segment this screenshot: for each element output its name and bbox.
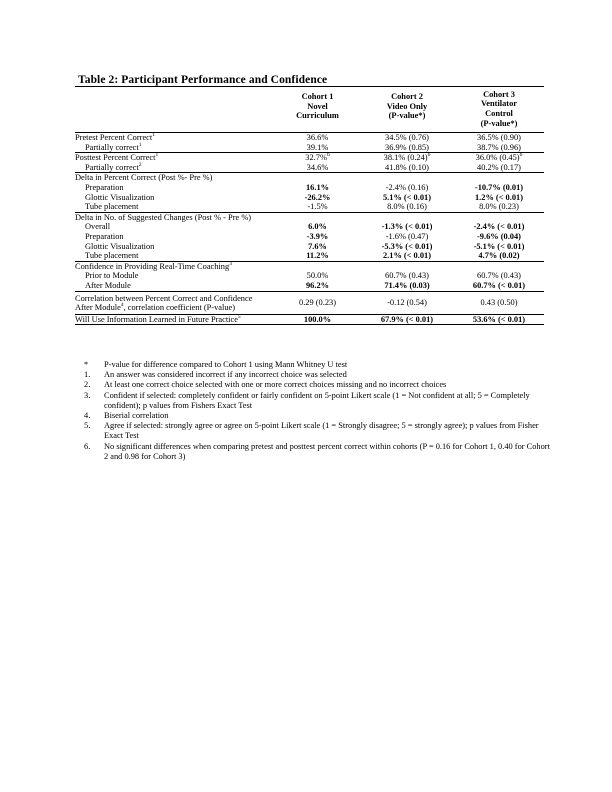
footnote-item: 2. At least one correct choice selected with one or more correct choices missing and no incorrect choices xyxy=(84,380,447,390)
footnote-item: * P-value for difference compared to Cohort 1 using Mann Whitney U test xyxy=(84,360,348,369)
table-header-row xyxy=(75,86,544,133)
table-row: Overall 6.0% -1.3% (< 0.01) -2.4% (< 0.01) xyxy=(85,222,525,232)
table-row: Partially correct$^2$ 34.6% 41.8% (0.10) 40.2% (0.17) xyxy=(75,163,544,173)
header-cohort-2: Cohort 2 Video Only (P-value*) xyxy=(360,86,454,133)
table-row: Posttest Percent Correct$^1$ 32.7%$^6$ 38.1% $(0.24)^6$ 36.0% $(0.45)^6$ xyxy=(75,152,523,163)
table-row: Pretest Percent Correct$^1$ 36.6% 34.5% (0.76) 36.5% (0.90) xyxy=(75,132,521,142)
footnote-item: 1. An answer was considered incorrect if any incorrect choice was selected xyxy=(84,370,347,380)
table-row: Tube placement -1.5% 8.0% (0.16) 8.0% (0.23) xyxy=(75,202,544,212)
performance-table xyxy=(75,86,544,325)
table-row: Tube placement 11.2% 2.1% (< 0.01) 4.7% (0.02) xyxy=(75,251,544,261)
footnote-item: 3. Confident if selected: completely confident or fairly confident on 5-point Likert scale (1 = Not confident at all; 5 = Completely confident); p values from Fishers Exact Test xyxy=(84,390,530,410)
table-row: Preparation 16.1% -2.4% (0.16) -10.7% (0.01) xyxy=(85,182,524,192)
table-row: Prior to Module 50.0% 60.7% (0.43) 60.7% (0.43) xyxy=(85,271,521,281)
table-footnotes xyxy=(80,360,550,462)
header-blank xyxy=(75,86,275,133)
section-heading-row: Confidence in Providing Real-Time Coaching$^3$ xyxy=(75,260,232,271)
table-row: Will Use Information Learned in Future Practice$^5$ 100.0% 67.9% (< 0.01) 53.6% (< 0.01) xyxy=(75,314,544,325)
table-row: Preparation -3.9% -1.6% (0.47) -9.6% (0.04) xyxy=(85,231,521,241)
table-row: After Module 96.2% 71.4% (0.03) 60.7% (< 0.01) xyxy=(75,281,544,291)
footnote-item: 5. Agree if selected: strongly agree or agree on 5-point Likert scale (1 = Strongly disagree; 5 = strongly agree); p values from Fisher Exact Test xyxy=(84,421,539,441)
table-title: Table 2: Participant Performance and Confidence xyxy=(78,74,328,86)
table-row: Glottic Visualization -26.2% 5.1% (< 0.01) 1.2% (< 0.01) xyxy=(85,192,524,202)
footnote-item: 4. Biserial correlation xyxy=(84,411,169,421)
table-row: Correlation between Percent Correct and Confidence After Module$^4$, correlation coefficient (P-value) 0.29 (0.23) -0.12 (0.54) 0.43 (0.50) xyxy=(75,291,544,314)
table-row: Partially correct$^1$ 39.1% 36.9% (0.85) 38.7% (0.96) xyxy=(75,143,544,153)
footnote-item: 6. No significant differences when comparing pretest and posttest percent correct within cohorts (P = 0.16 for Cohort 1, 0.40 for Cohort 2 and 0.98 for Cohort 3) xyxy=(84,441,550,461)
table-row: Glottic Visualization 7.6% -5.3% (< 0.01) -5.1% (< 0.01) xyxy=(85,241,525,251)
header-cohort-3: Cohort 3 Ventilator Control (P-value*) xyxy=(454,86,544,133)
section-heading-row: Delta in No. of Suggested Changes (Post % - Pre %) xyxy=(75,212,252,222)
header-cohort-1: Cohort 1 Novel Curriculum xyxy=(275,86,360,133)
section-heading-row: Delta in Percent Correct (Post %- Pre %) xyxy=(75,173,213,183)
